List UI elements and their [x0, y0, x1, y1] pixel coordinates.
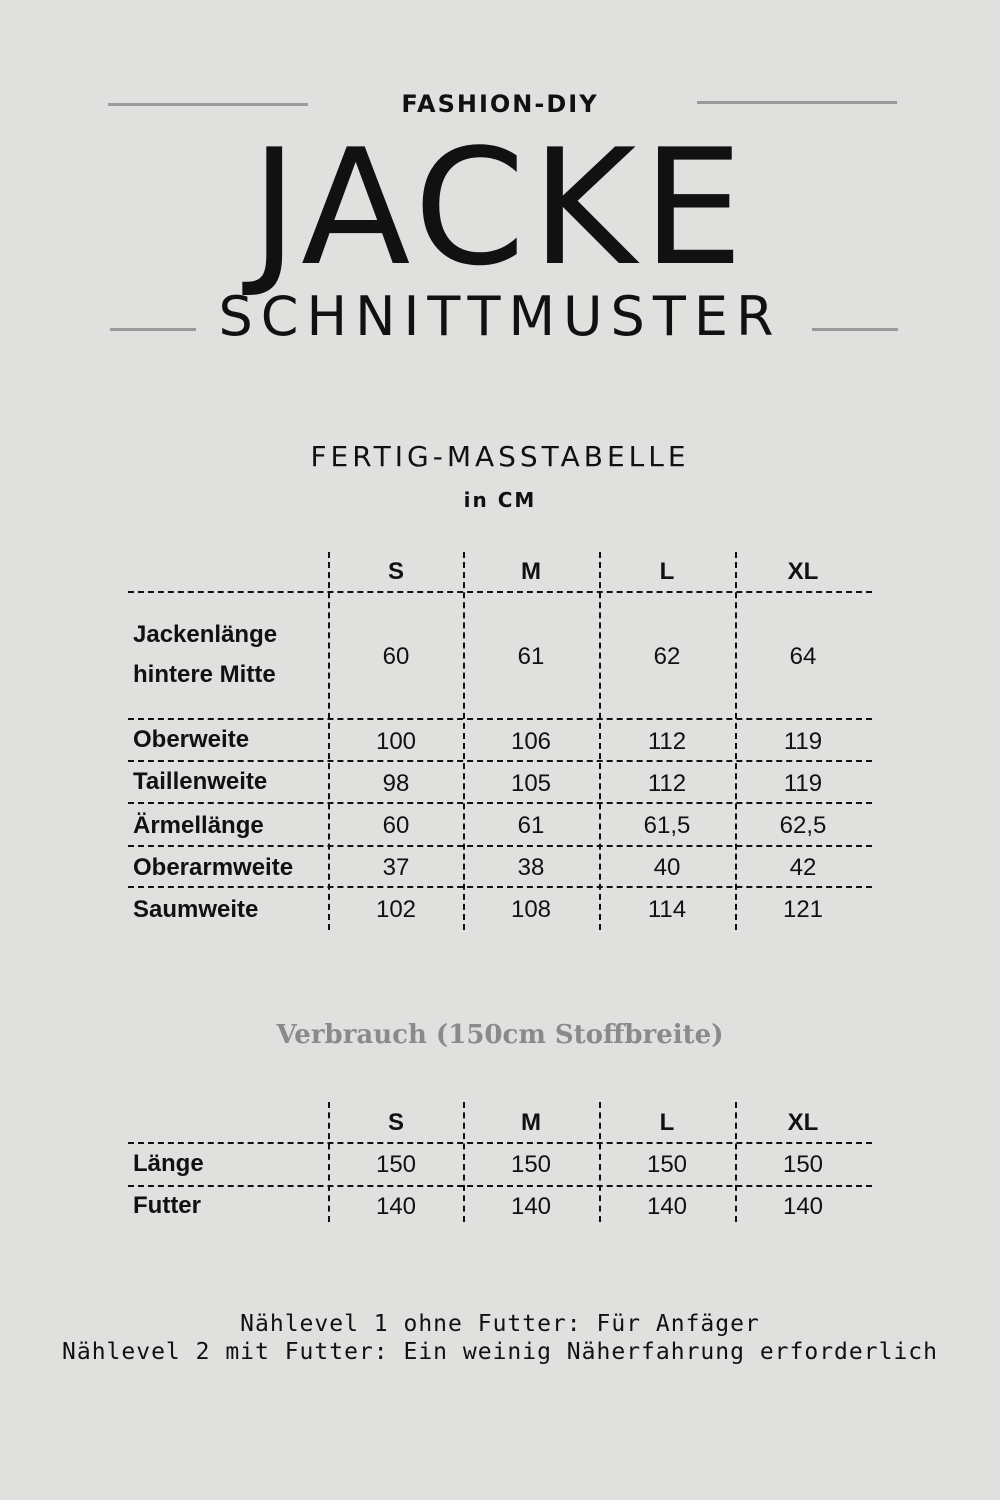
table-cell: 150: [646, 1151, 688, 1178]
table-cell: 121: [782, 896, 824, 923]
page-subtitle: SCHNITTMUSTER: [218, 285, 782, 348]
table-cell: 98: [382, 770, 410, 797]
table-divider: [735, 552, 737, 930]
table-cell: 150: [510, 1151, 552, 1178]
page-title: JACKE: [250, 114, 750, 301]
table-cell: 119: [783, 728, 823, 755]
table-cell: 114: [647, 896, 687, 923]
table-divider: [599, 1102, 601, 1222]
table-row-divider: [128, 1185, 872, 1187]
table-cell: 40: [653, 854, 681, 881]
table-cell: 140: [510, 1193, 552, 1220]
table-divider: [463, 552, 465, 930]
size-header: XL: [787, 1109, 819, 1136]
row-label: Saumweite: [133, 896, 259, 923]
table-cell: 102: [375, 896, 417, 923]
row-label: Taillenweite: [133, 768, 268, 795]
table-divider: [735, 1102, 737, 1222]
brand-label: FASHION-DIY: [401, 90, 599, 118]
table-divider: [463, 1102, 465, 1222]
table-cell: 150: [782, 1151, 824, 1178]
table-cell: 64: [789, 643, 817, 670]
row-label: Futter: [133, 1192, 201, 1219]
table-cell: 62,5: [779, 812, 827, 839]
table-cell: 106: [510, 728, 552, 755]
table-cell: 60: [382, 812, 410, 839]
table-cell: 100: [375, 728, 417, 755]
size-header: L: [659, 558, 675, 585]
table-cell: 108: [510, 896, 552, 923]
table-row-divider: [128, 1142, 872, 1144]
table-cell: 119: [783, 770, 823, 797]
table-cell: 42: [789, 854, 817, 881]
table-divider: [599, 552, 601, 930]
table-row-divider: [128, 591, 872, 593]
table-cell: 140: [782, 1193, 824, 1220]
size-header: M: [521, 1109, 541, 1136]
row-label: Oberarmweite: [133, 854, 294, 881]
row-label: hintere Mitte: [133, 661, 276, 688]
table-cell: 62: [653, 643, 681, 670]
table-divider: [328, 552, 330, 930]
footer-line-1: Nählevel 1 ohne Futter: Für Anfäger: [240, 1311, 760, 1337]
table-cell: 61,5: [643, 812, 691, 839]
row-label: Oberweite: [133, 726, 250, 753]
table-cell: 112: [647, 770, 687, 797]
table-cell: 61: [517, 812, 545, 839]
row-label: Ärmellänge: [133, 812, 264, 839]
size-header: S: [387, 1109, 404, 1136]
table-row-divider: [128, 802, 872, 804]
row-label: Jackenlänge: [133, 621, 278, 648]
size-header: L: [659, 1109, 675, 1136]
table-cell: 112: [647, 728, 687, 755]
usage-table-title: Verbrauch (150cm Stoffbreite): [276, 1020, 724, 1050]
size-header: M: [521, 558, 541, 585]
table-cell: 37: [382, 854, 410, 881]
table-cell: 38: [517, 854, 545, 881]
footer-line-2: Nählevel 2 mit Futter: Ein weinig Näherfahrung erforderlich: [62, 1339, 938, 1365]
table-cell: 140: [375, 1193, 417, 1220]
measure-table-unit: in CM: [463, 488, 537, 512]
size-header: XL: [787, 558, 819, 585]
table-divider: [328, 1102, 330, 1222]
table-cell: 61: [517, 643, 545, 670]
row-label: Länge: [133, 1150, 204, 1177]
table-cell: 140: [646, 1193, 688, 1220]
size-header: S: [387, 558, 404, 585]
measure-table-title: FERTIG-MASSTABELLE: [310, 440, 690, 473]
table-cell: 60: [382, 643, 410, 670]
table-cell: 105: [510, 770, 552, 797]
table-cell: 150: [375, 1151, 417, 1178]
